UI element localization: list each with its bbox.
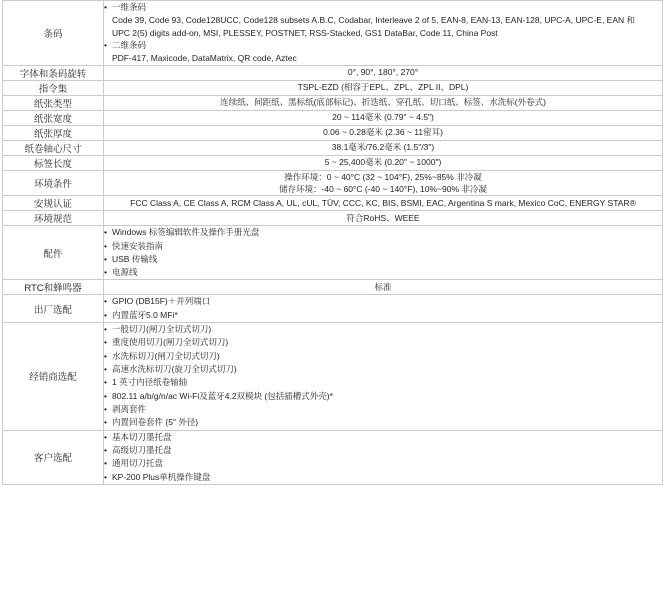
table-row [3,140,663,155]
row-value-customer-options [104,430,663,484]
row-value-environmental-spec: 符合RoHS、WEEE [104,211,663,226]
barcode-2d-title: • 二维条码 [112,39,147,50]
list-item: • 内置回卷套件 (5" 外径) [104,416,662,428]
row-label-customer-options: 客户选配 [3,430,104,484]
table-row [3,430,663,484]
row-label-font-rotation: 字体和条码旋转 [3,65,104,80]
dealer-options-list [104,323,662,429]
row-value-media-thickness: 0.06 ~ 0.28毫米 (2.36 ~ 11密耳) [104,125,663,140]
list-item: • 高级切刀墨托盘 [104,444,662,456]
row-label-rtc-buzzer: RTC和蜂鸣器 [3,280,104,295]
barcode-2d-group [104,39,662,51]
table-row [3,323,663,431]
row-label-media-type: 纸张类型 [3,95,104,110]
row-label-accessories: 配件 [3,226,104,280]
row-value-media-type: 连续纸、间距纸、黑标纸(底部标记)、折迭纸、穿孔纸、切口纸、标签、水洗标(外卷式) [104,95,663,110]
row-value-factory-options [104,295,663,323]
list-item: • 剥离套件 [104,403,662,415]
list-item [104,39,662,51]
row-label-label-length: 标签长度 [3,155,104,170]
list-item: • Windows 标签编辑软件及操作手册光盘 [104,226,662,238]
list-item: • GPIO (DB15F)＋并列端口 [104,295,662,307]
table-row [3,125,663,140]
customer-options-list [104,431,662,483]
factory-options-list [104,295,662,321]
list-item: • 水洗标切刀(闸刀全切式切刀) [104,350,662,362]
list-item: • KP-200 Plus单机操作键盘 [104,471,662,483]
row-label-media-width: 纸张宽度 [3,110,104,125]
row-label-command-set: 指令集 [3,80,104,95]
list-item: • 1 英寸内径纸卷轴轴 [104,376,662,388]
list-item: • 电源线 [104,266,662,278]
row-label-environment: 环境条件 [3,170,104,196]
specification-table [2,0,663,485]
row-value-command-set: TSPL-EZD (相容于EPL、ZPL、ZPL II、DPL) [104,80,663,95]
list-item: • 快速安装指南 [104,240,662,252]
table-row [3,226,663,280]
row-label-core-size: 纸卷轴心尺寸 [3,140,104,155]
specification-table-body [3,1,663,485]
row-label-media-thickness: 纸张厚度 [3,125,104,140]
row-value-barcode [104,1,663,66]
table-row [3,110,663,125]
table-row [3,170,663,196]
table-row [3,295,663,323]
list-item: • 基本切刀墨托盘 [104,431,662,443]
table-row [3,80,663,95]
barcode-1d-line-2: UPC 2(5) digits add-on, MSI, PLESSEY, POSTNET, RSS-Stacked, GS1 DataBar, Code 11, China Post [112,27,498,38]
barcode-1d-line-1: Code 39, Code 93, Code128UCC, Code128 subsets A.B.C, Codabar, Interleave 2 of 5, EAN-8, EAN-13, EAN-128, UPC-A, UPC-E, EAN 和 [112,15,636,26]
row-value-media-width: 20 ~ 114毫米 (0.79" ~ 4.5") [104,110,663,125]
row-value-dealer-options [104,323,663,431]
row-value-accessories [104,226,663,280]
barcode-2d-line-1: PDF-417, Maxicode, DataMatrix, QR code, Aztec [112,53,297,64]
list-item: • 高速水洗标切刀(旋刀全切式切刀) [104,363,662,375]
barcode-groups [104,1,662,13]
table-row [3,65,663,80]
list-item: • 通用切刀托盘 [104,457,662,469]
barcode-1d-title: • 一维条码 [112,2,147,12]
environment-operating: 操作环境：0 ~ 40°C (32 ~ 104°F), 25%~85% 非冷凝 [284,171,482,182]
table-row [3,280,663,295]
row-value-font-rotation: 0°, 90°, 180°, 270° [104,65,663,80]
list-item: • 重度使用切刀(闸刀全切式切刀) [104,336,662,348]
list-item: • 一般切刀(闸刀全切式切刀) [104,323,662,335]
list-item [104,1,662,13]
row-value-environment [104,170,663,196]
row-label-certification: 安规认证 [3,196,104,211]
row-label-dealer-options: 经销商选配 [3,323,104,431]
table-row [3,95,663,110]
table-row [3,196,663,211]
table-row [3,155,663,170]
row-value-core-size: 38.1毫米/76.2毫米 (1.5"/3") [104,140,663,155]
list-item: • 802.11 a/b/g/n/ac Wi-Fi及蓝牙4.2双模块 (包括插槽式外壳)* [104,390,662,402]
environment-storage: 储存环境：-40 ~ 60°C (-40 ~ 140°F), 10%~90% 非冷凝 [279,183,487,194]
row-label-factory-options: 出厂选配 [3,295,104,323]
accessories-list [104,226,662,278]
list-item: • 内置蓝牙5.0 MFi* [104,309,662,321]
row-label-environmental-spec: 环境规范 [3,211,104,226]
row-label-barcode: 条码 [3,1,104,66]
table-row [3,1,663,66]
row-value-certification: FCC Class A, CE Class A, RCM Class A, UL, cUL, TÜV, CCC, KC, BIS, BSMI, EAC, Argentina S mark, Mexico CoC, ENERGY STAR® [104,196,663,211]
row-value-rtc-buzzer: 标准 [104,280,663,295]
table-row [3,211,663,226]
list-item: • USB 传输线 [104,253,662,265]
row-value-label-length: 5 ~ 25,400毫米 (0.20" ~ 1000") [104,155,663,170]
